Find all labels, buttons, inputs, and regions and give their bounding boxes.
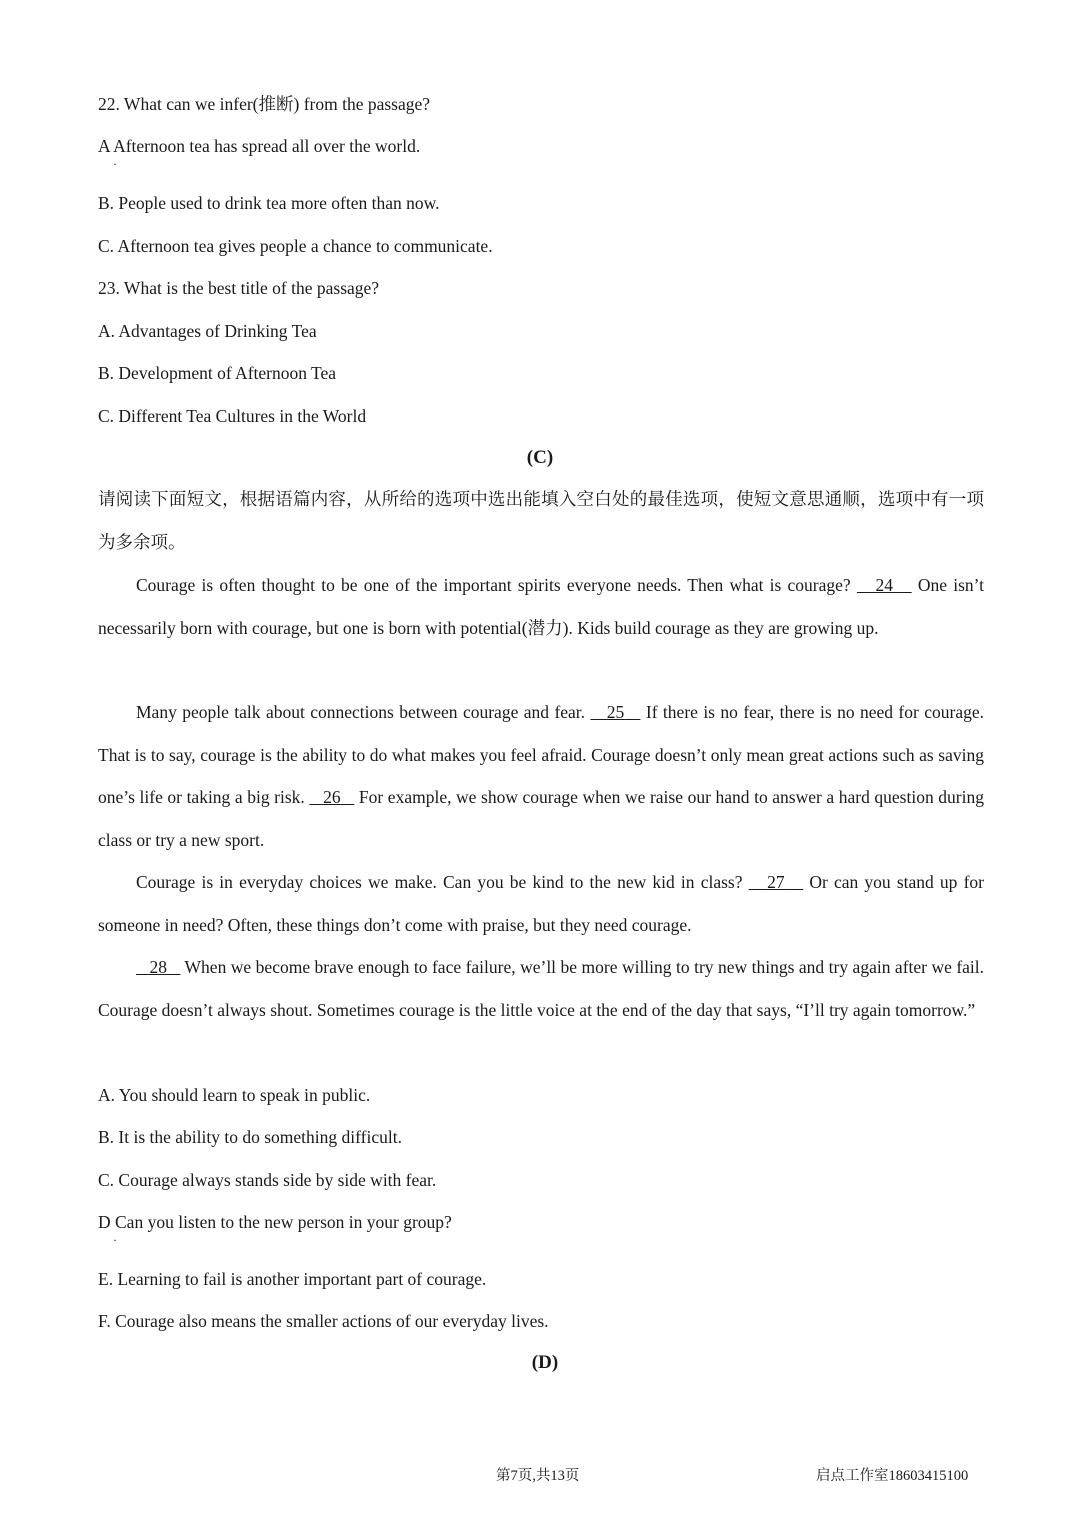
option-b: B. It is the ability to do something difficult.	[98, 1127, 402, 1147]
blank-27: 27	[767, 872, 785, 892]
paragraph-text: When we become brave enough to face failure, we’ll be more willing to try new things and try again after we fail. Courage doesn’t always shout. Sometimes courage is the little voice at the end of the day that says, “I’ll try again tomorrow.”	[98, 957, 985, 1020]
q23-option-b: B. Development of Afternoon Tea	[98, 363, 337, 383]
blank-25: 25	[606, 702, 625, 722]
blank-26: 26	[323, 787, 341, 807]
section-c-instructions: 请阅读下面短文，根据语篇内容，从所给的选项中选出能填入空白处的最佳选项，使短文意思通顺，选项中有一项为多余项。	[98, 489, 984, 552]
studio-contact: 启点工作室18603415100	[816, 1468, 969, 1484]
paragraph-text: One isn’t necessarily born with courage, but one is born with potential(潜力). Kids build courage as they are growing up.	[98, 575, 985, 638]
q23-option-a: A. Advantages of Drinking Tea	[98, 321, 317, 341]
option-a: A. You should learn to speak in public.	[98, 1085, 371, 1105]
passage-paragraph-1	[98, 564, 984, 649]
q23-stem: 23. What is the best title of the passage?	[98, 278, 380, 298]
passage-paragraph-2	[98, 691, 984, 861]
option-f: F. Courage also means the smaller actions of our everyday lives.	[98, 1311, 549, 1331]
q22-stem: 22. What can we infer(推断) from the passage?	[98, 94, 431, 114]
option-e: E. Learning to fail is another important part of courage.	[98, 1269, 487, 1289]
option-c: C. Courage always stands side by side with fear.	[98, 1170, 437, 1190]
section-d-heading: (D)	[531, 1352, 559, 1373]
q22-option-a: A Afternoon tea has spread all over the world.	[98, 136, 421, 156]
q22-option-c: C. Afternoon tea gives people a chance to communicate.	[98, 236, 493, 256]
paragraph-text: For example, we show courage when we raise our hand to answer a hard question during class or try a new sport.	[98, 787, 984, 850]
paragraph-text: Courage is in everyday choices we make. Can you be kind to the new kid in class?	[136, 872, 749, 892]
paragraph-text: Or can you stand up for someone in need? Often, these things don’t come with praise, but they need courage.	[98, 872, 984, 935]
option-dot-mark: ·	[113, 1233, 117, 1247]
option-dot-mark: ·	[113, 157, 117, 171]
paragraph-text: Many people talk about connections between courage and fear.	[136, 702, 591, 722]
section-c-heading: (C)	[526, 447, 554, 468]
blank-24: 24	[875, 575, 894, 595]
paragraph-text: Courage is often thought to be one of the important spirits everyone needs. Then what is courage?	[136, 575, 857, 595]
passage-paragraph-3	[98, 861, 984, 946]
option-d: D Can you listen to the new person in your group?	[98, 1212, 452, 1232]
q23-option-c: C. Different Tea Cultures in the World	[98, 406, 367, 426]
passage-paragraph-4	[98, 946, 984, 1031]
blank-28: 28	[149, 957, 167, 977]
q22-option-b: B. People used to drink tea more often than now.	[98, 193, 440, 213]
paragraph-text: If there is no fear, there is no need for courage. That is to say, courage is the ability to do what makes you feel afraid. Courage doesn’t only mean great actions such as saving one’s life or taking a big risk.	[98, 702, 985, 807]
page-number: 第7页,共13页	[496, 1468, 580, 1484]
